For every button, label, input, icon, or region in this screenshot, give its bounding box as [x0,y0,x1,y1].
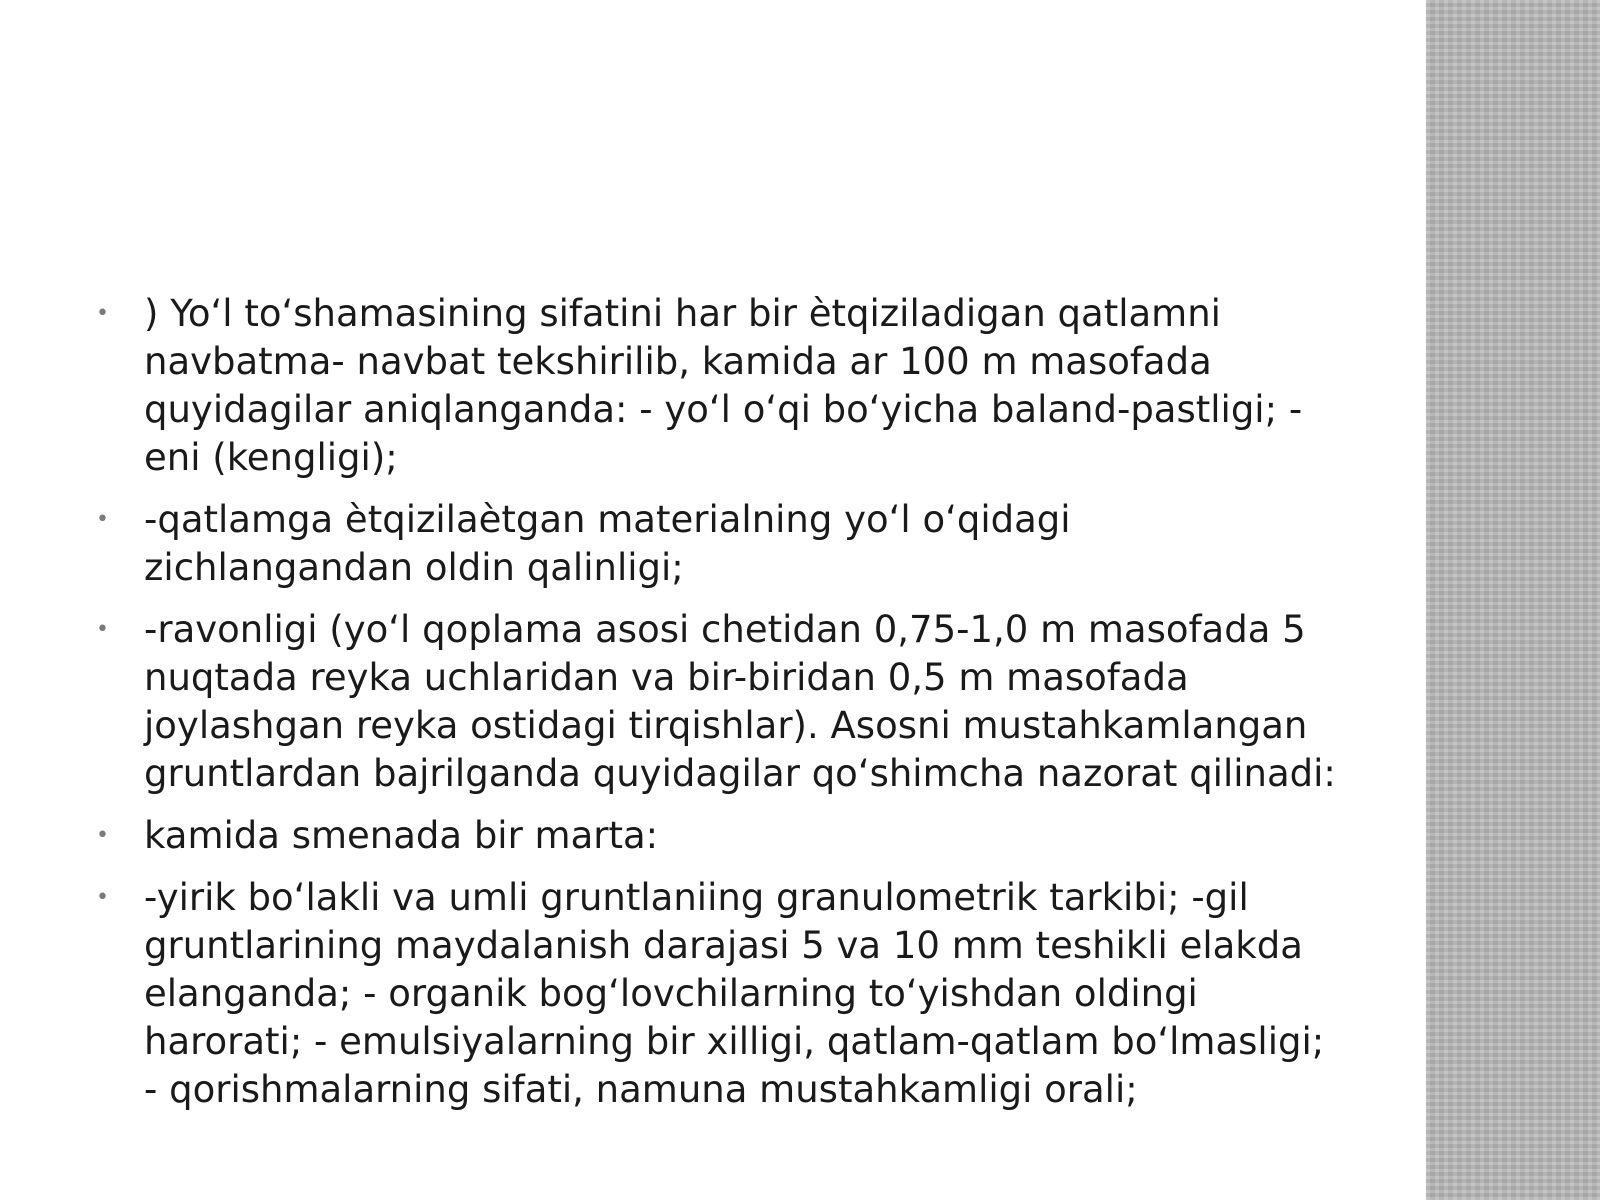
bullet-icon: • [96,301,109,326]
bullet-text: ) Yo‘l to‘shamasining sifatini har bir ètqiziladigan qatlamni navbatma- navbat tekshirilib, kamida ar 100 m masofada quyidagilar aniqlanganda: - yo‘l o‘qi bo‘yicha baland-pastligi; -eni (kengligi); [144,292,1303,479]
bullet-item-4 [92,812,1342,860]
bullet-text: -qatlamga ètqizilaètgan materialning yo‘l o‘qidagi zichlangandan oldin qalinligi; [144,498,1071,589]
slide-body [92,290,1342,1128]
bullet-icon: • [96,617,109,642]
bullet-item-2 [92,496,1342,592]
bullet-list [92,290,1342,1114]
bullet-item-5 [92,874,1342,1114]
bullet-item-3 [92,606,1342,798]
bullet-icon: • [96,823,109,848]
bullet-icon: • [96,507,109,532]
bullet-text: -ravonligi (yo‘l qoplama asosi chetidan 0,75-1,0 m masofada 5 nuqtada reyka uchlaridan va bir-biridan 0,5 m masofada joylashgan reyka ostidagi tirqishlar). Asosni mustahkamlangan gruntlardan bajrilganda quyidagilar qo‘shimcha nazorat qilinadi: [144,608,1336,795]
bullet-item-1 [92,290,1342,482]
bullet-text: kamida smenada bir marta: [144,814,659,857]
bullet-text: -yirik bo‘lakli va umli gruntlaniing granulometrik tarkibi; -gil gruntlarining maydalanish darajasi 5 va 10 mm teshikli elakda elanganda; - organik bog‘lovchilarning to‘yishdan oldingi harorati; - emulsiyalarning bir xilligi, qatlam-qatlam bo‘lmasligi; - qorishmalarning sifati, namuna mustahkamligi orali; [144,876,1325,1111]
side-panel-texture [1426,0,1600,1200]
bullet-icon: • [96,885,109,910]
